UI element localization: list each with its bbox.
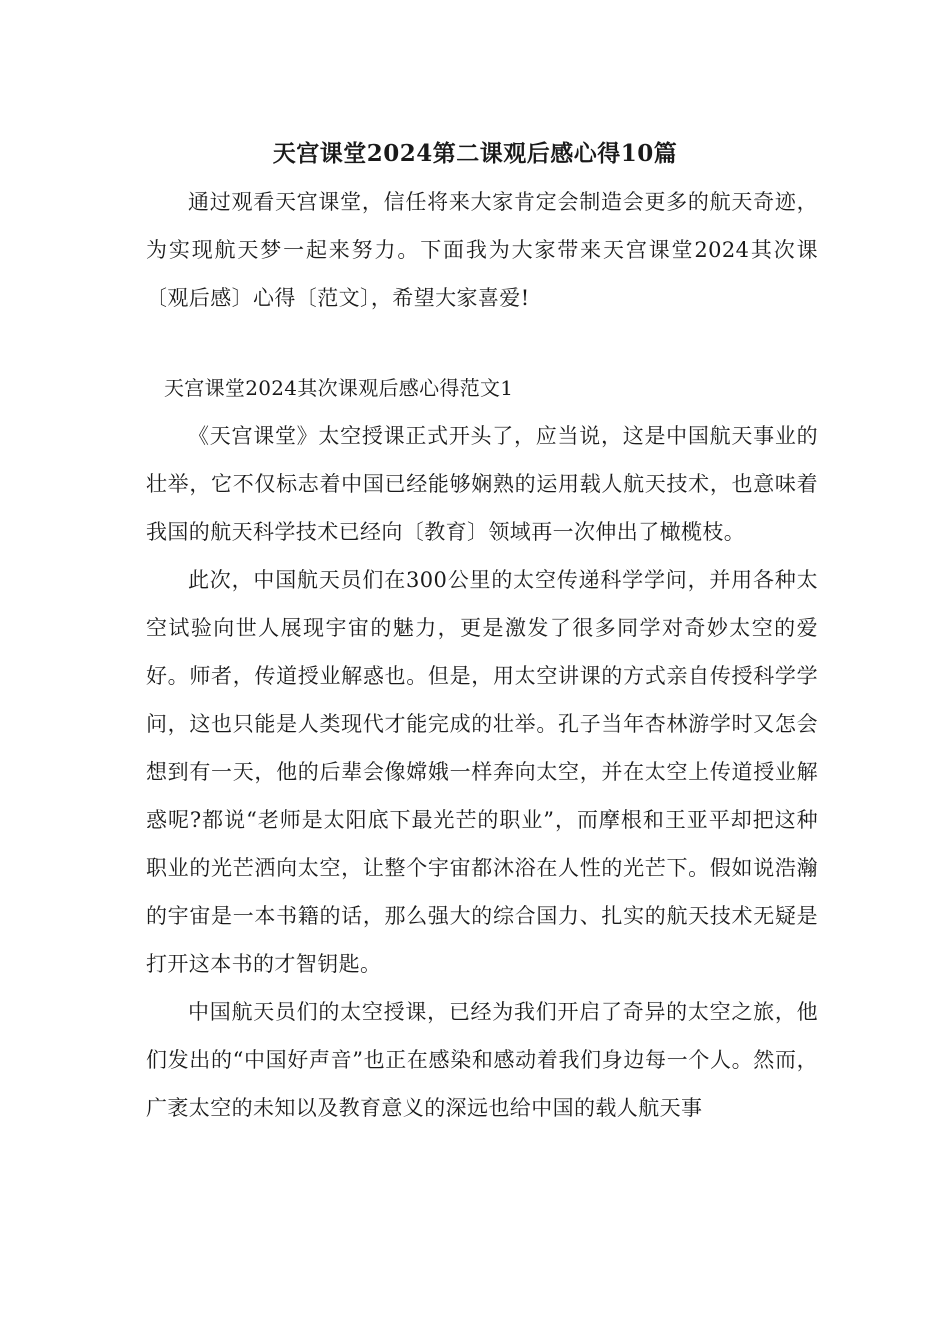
intro-paragraph: 通过观看天宫课堂，信任将来大家肯定会制造会更多的航天奇迹，为实现航天梦一起来努力。下面我为大家带来天宫课堂2024其次课〔观后感〕心得〔范文〕，希望大家喜爱! [146, 190, 818, 310]
body-paragraph-2: 此次，中国航天员们在300公里的太空传递科学学问，并用各种太空试验向世人展现宇宙的魅力，更是激发了很多同学对奇妙太空的爱好。师者，传道授业解惑也。但是，用太空讲课的方式亲自传授科学学问，这也只能是人类现代才能完成的壮举。孔子当年杏林游学时又怎会想到有一天，他的后辈会像嫦娥一样奔向太空，并在太空上传道授业解惑呢?都说“老师是太阳底下最光芒的职业”，而摩根和王亚平却把这种职业的光芒洒向太空，让整个宇宙都沐浴在人性的光芒下。假如说浩瀚的宇宙是一本书籍的话，那么强大的综合国力、扎实的航天技术无疑是打开这本书的才智钥匙。 [146, 568, 818, 976]
body-paragraph-1: 《天宫课堂》太空授课正式开头了，应当说，这是中国航天事业的壮举，它不仅标志着中国已经能够娴熟的运用载人航天技术，也意味着我国的航天科学技术已经向〔教育〕领域再一次伸出了橄榄枝。 [146, 424, 818, 544]
document-title: 天宫课堂2024第二课观后感心得10篇 [272, 140, 678, 167]
document-body [146, 178, 818, 1132]
section-spacer [146, 322, 818, 364]
body-paragraph-3: 中国航天员们的太空授课，已经为我们开启了奇异的太空之旅，他们发出的“中国好声音”也正在感染和感动着我们身边每一个人。然而，广袤太空的未知以及教育意义的深远也给中国的载人航天事 [146, 1000, 818, 1120]
section-heading: 天宫课堂2024其次课观后感心得范文1 [164, 376, 514, 400]
